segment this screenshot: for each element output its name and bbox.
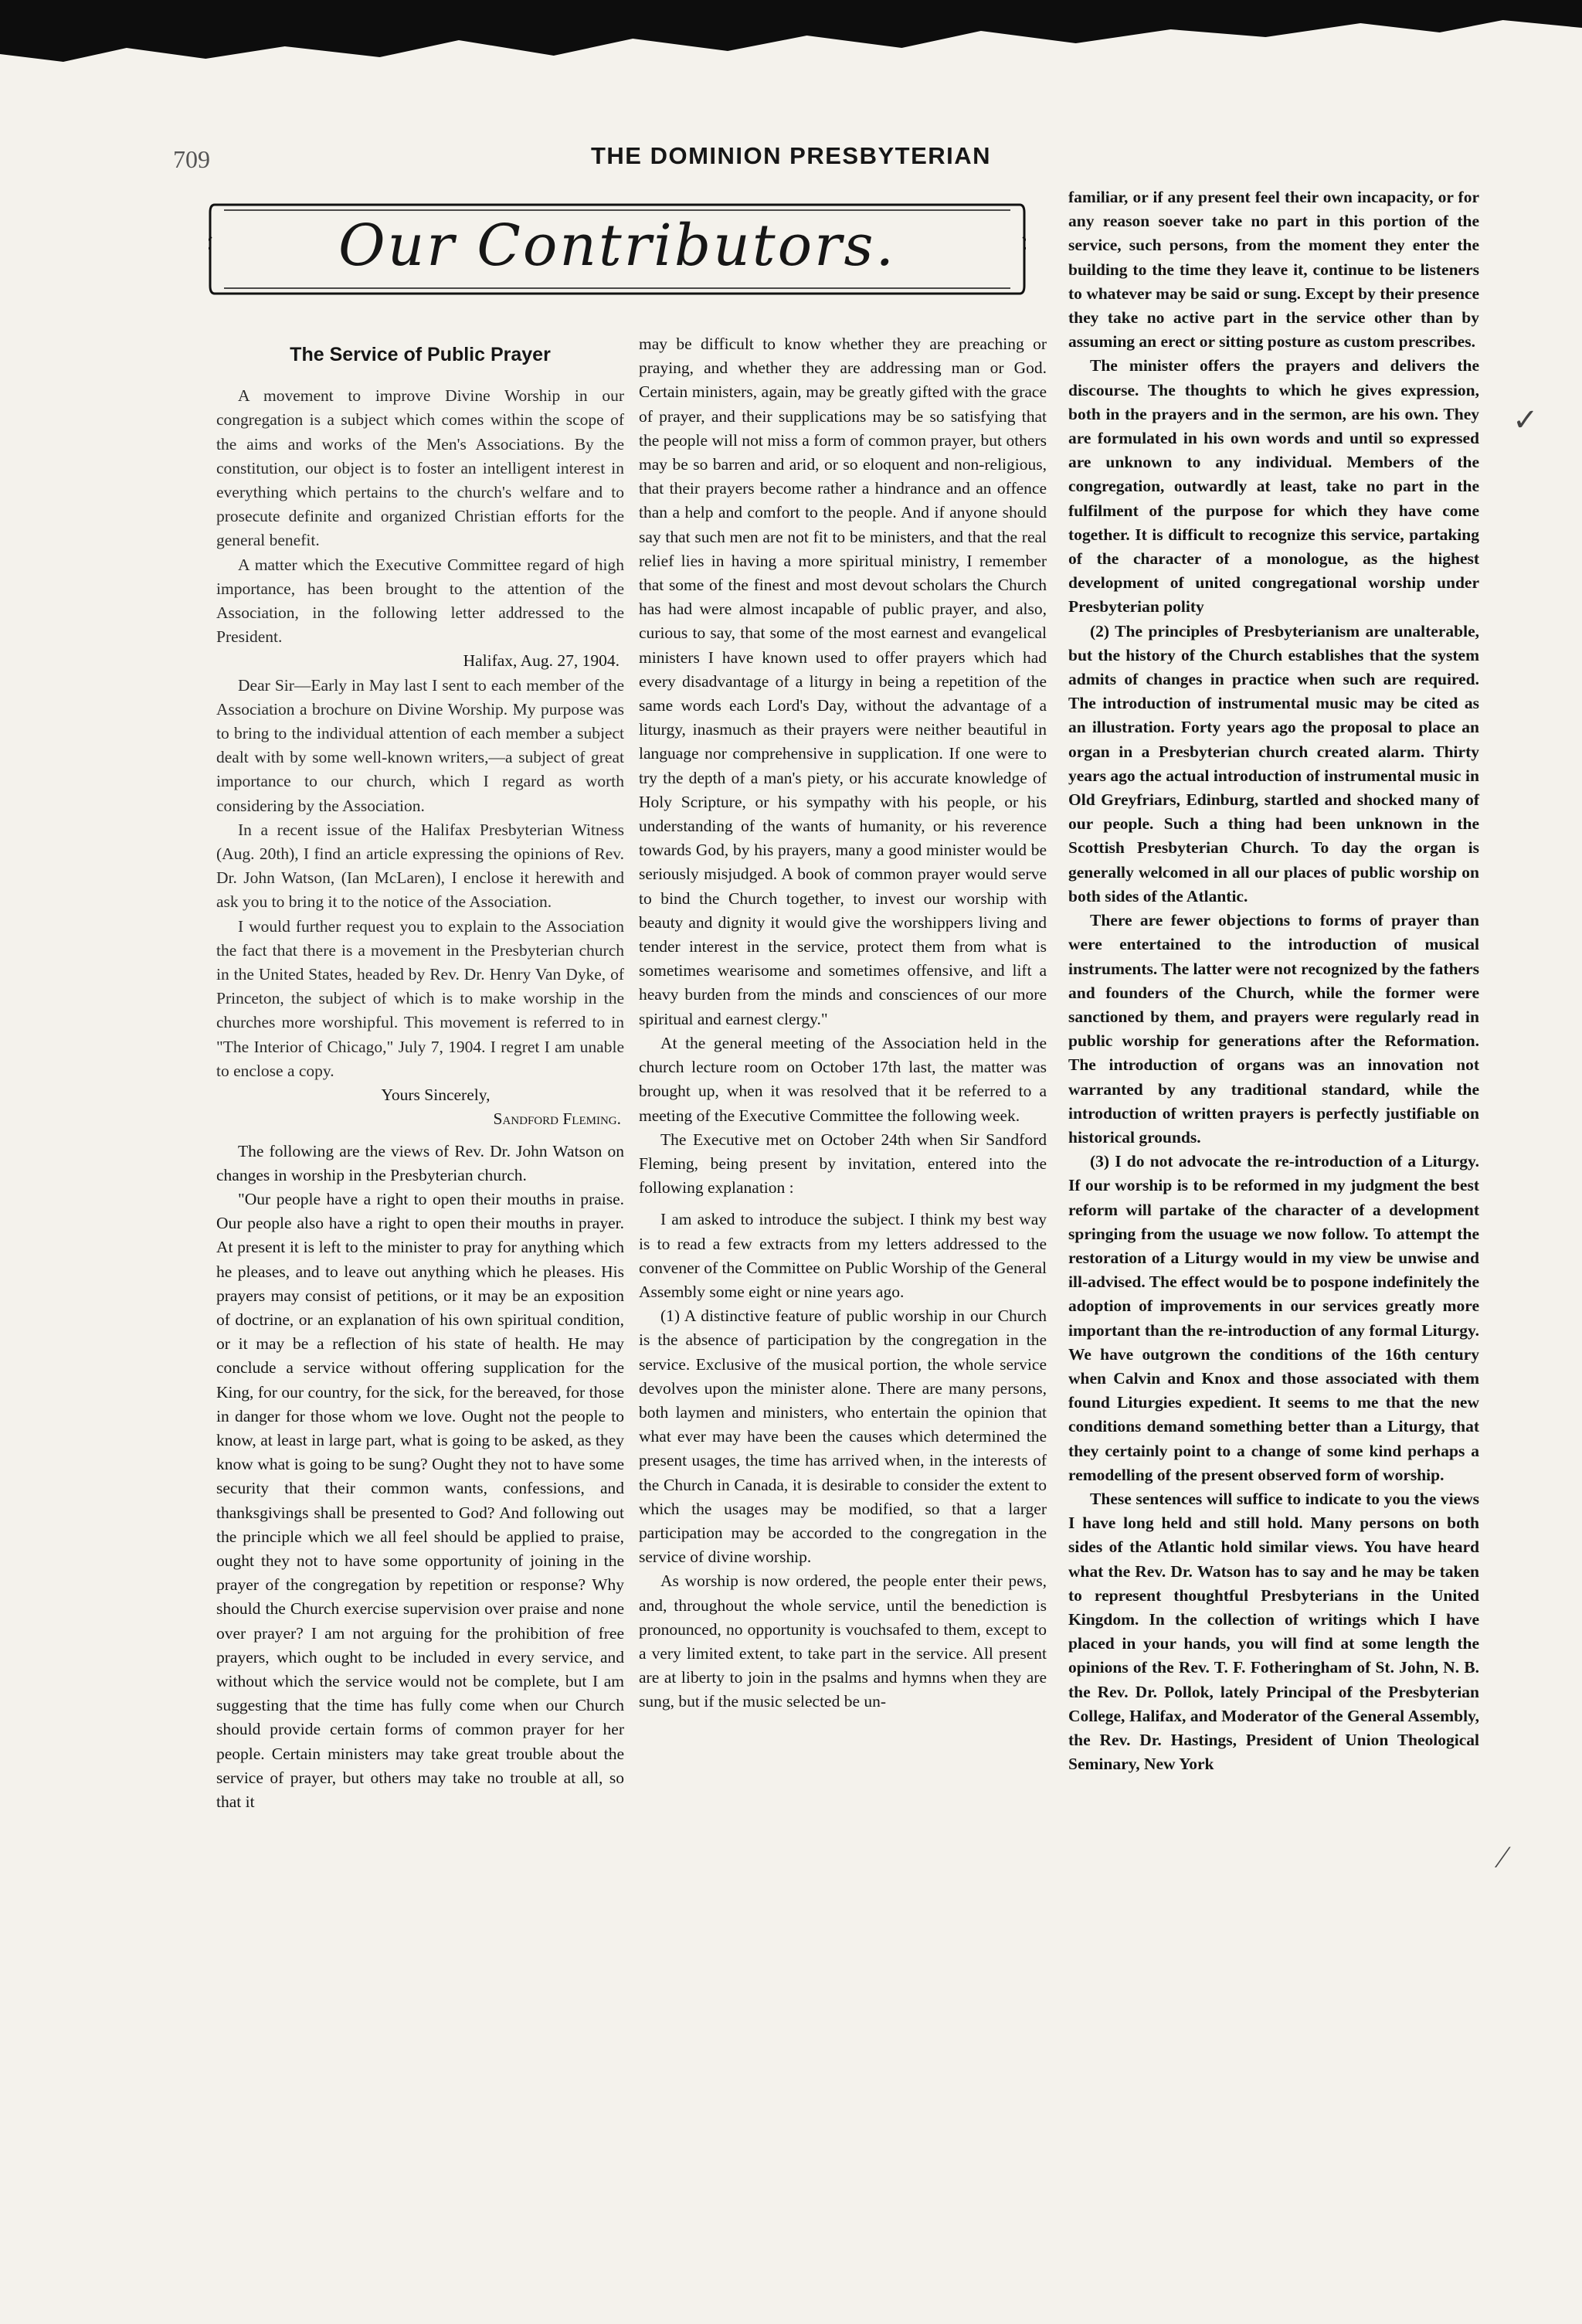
page-number: 709: [173, 145, 210, 173]
paragraph: A matter which the Executive Committee regard of high importance, has been brought to the attention of the Association, in the following letter addressed to the President.: [216, 555, 624, 647]
paragraph: The following are the views of Rev. Dr. John Watson on changes in worship in the Presbyterian church.: [216, 1141, 624, 1184]
paragraph: (2) The principles of Presbyterianism are unalterable, but the history of the Church establishes that the system admits of changes in practice when such are required. The introduction of instrumental music may be cited as an illustration. Forty years ago the proposal to place an organ in a Presbyterian church created alarm. Thirty years ago the actual introduction of instrumental music in Old Greyfriars, Edinburg, startled and shocked many of our people. Such a thing had been unknown in the Scottish Presbyterian Church. To day the organ is generally welcomed in all our places of public worship on both sides of the Atlantic.: [1068, 621, 1479, 905]
column-1: [216, 340, 624, 1814]
margin-mark-icon: ⁄: [1500, 1840, 1506, 1874]
article-title: The Service of Public Prayer: [290, 344, 551, 365]
paragraph: (3) I do not advocate the re-introduction of a Liturgy. If our worship is to be reformed in my judgment the best reform will partake of the character of a development springing from the usuage we now follow. To attempt the restoration of a Liturgy would in my view be unwise and ill-advised. The effect would be to pospone indefinitely the adoption of improvements in our services greatly more important than the re-introduction of any formal Liturgy. We have outgrown the conditions of the 16th century when Calvin and Knox and those associated with them found Liturgies expedient. It seems to me that the new conditions demand something better than a Liturgy, that they certainly point to a change of some kind perhaps a remodelling of the present observed form of worship.: [1068, 1152, 1479, 1484]
dateline: Halifax, Aug. 27, 1904.: [463, 651, 620, 671]
paragraph: There are fewer objections to forms of prayer than were entertained to the introduction of musical instruments. The latter were not recognized by the fathers and founders of the Church, while the former were sanctioned by them, and prayers were regularly read in public worship for generations after the Reformation. The introduction of organs was an innovation not warranted by any traditional standard, while the introduction of written prayers is perfectly justifiable on historical grounds.: [1068, 911, 1479, 1147]
section-banner: [209, 189, 1026, 309]
paragraph: In a recent issue of the Halifax Presbyterian Witness (Aug. 20th), I find an article expressing the opinions of Rev. Dr. John Watson, (Ian McLaren), I enclose it herewith and ask you to bring it to the notice of the Association.: [216, 820, 624, 912]
section-title: Our Contributors.: [338, 212, 897, 279]
column-3: [1068, 185, 1479, 1776]
paragraph: may be difficult to know whether they are preaching or praying, and whether they are addressing man or God. Certain ministers, again, may be greatly gifted with the grace of prayer, and their supplications may be so satisfying that the people will not miss a form of common prayer, but others may be so barren and arid, or so eloquent and non-religious, that their prayers become rather a hindrance and an offence than a help and comfort to the people. And if anyone should say that such men are not fit to be ministers, and that the real relief lies in having a more spiritual ministry, I remember that some of the finest and most devout scholars the Church has had were almost incapable of public prayer, and also, curious to say, that some of the most earnest and evangelical ministers I have known used to offer prayers which had every disadvantage of a liturgy in being a repetition of the same words each Lord's Day, without the advantage of a liturgy, inasmuch as their prayers were neither beautiful in language nor comprehensive in supplication. If one were to try the depth of a man's piety, or his accurate knowledge of Holy Scripture, or his sympathy with his people, or his understanding of the wants of humanity, or his reverence towards God, by his prayers, many a good minister would be seriously misjudged. A book of common prayer would serve to bind the Church together, to invest our worship with beauty and dignity it would give the worshippers living and tender interest in the service, protect them from what is sometimes wearisome and sometimes offensive, and lift a heavy burden from the minds and consciences of our more spiritual and earnest clergy.": [639, 335, 1047, 1028]
paragraph: The minister offers the prayers and delivers the discourse. The thoughts to which he gives expression, both in the prayers and in the sermon, are his own. They are formulated in his own words and until so expressed are unknown to any individual. Members of the congregation, outwardly at least, take no part in the fulfilment of the purpose for which they have come together. It is difficult to recognize this service, partaking of the character of a monologue, as the highest development of united congregational worship under Presbyterian polity: [1068, 356, 1479, 617]
paragraph: "Our people have a right to open their mouths in praise. Our people also have a right to open their mouths in prayer. At present it is left to the minister to pray for anything which he pleases, and to leave out anything which he pleases. His prayers may consist of petitions, or it may be an exposition of doctrine, or an explanation of his own spiritual condition, or it may be a reflection of his state of health. He may conclude a service without offering supplication for the King, for our country, for the sick, for the bereaved, for those in danger for those whom we love. Ought not the people to know, at least in large part, what is going to be asked, as they know what is going to be sung? Ought they not to have some security that their common wants, confessions, and thanksgivings shall be presented to God? And following out the principle which we all feel should be applied to praise, ought they not to have some opportunity of joining in the prayer of the congregation by repetition or response? Why should the Church exercise supervision over praise and none over prayer? I am not arguing for the prohibition of free prayers, which ought to be included in every service, and without which the service would not be complete, but I am suggesting that the time has fully come when our Church should provide certain forms of common prayer for her people. Certain ministers may take great trouble about the service of prayer, but others may take no trouble at all, so that it: [216, 1189, 624, 1811]
paragraph: familiar, or if any present feel their own incapacity, or for any reason soever take no part in this portion of the service, such persons, from the moment they enter the building to the time they leave it, continue to be listeners to whatever may be said or sung. Except by their presence they take no active part in the service other than by assuming an erect or sitting posture as custom prescribes.: [1068, 188, 1479, 352]
paragraph: I would further request you to explain to the Association the fact that there is a movement in the Presbyterian church in the United States, headed by Rev. Dr. Henry Van Dyke, of Princeton, the subject of which is to make worship in the churches more worshipful. This movement is referred to in "The Interior of Chicago," July 7, 1904. I regret I am unable to enclose a copy.: [216, 916, 624, 1080]
letter-closing: Yours Sincerely,: [381, 1086, 491, 1105]
paragraph: These sentences will suffice to indicate to you the views I have long held and still hold. Many persons on both sides of the Atlantic hold similar views. You have heard what the Rev. Dr. Watson has to say and he may be taken to represent thoughtful Presbyterians in the United Kingdom. In the collection of writings which I have placed in your hands, you will find at some length the opinions of the Rev. T. F. Fotheringham of St. John, N. B. the Rev. Dr. Pollok, lately Principal of the Presbyterian College, Halifax, and Moderator of the General Assembly, the Rev. Dr. Hastings, President of Union Theological Seminary, New York: [1068, 1489, 1479, 1774]
torn-top-edge: [0, 0, 1582, 155]
paragraph: The Executive met on October 24th when Sir Sandford Fleming, being present by invitation, entered into the following explanation :: [639, 1130, 1047, 1198]
paragraph: A movement to improve Divine Worship in our congregation is a subject which comes within the scope of the aims and works of the Men's Associations. By the constitution, our object is to foster an intelligent interest in everything which pertains to the church's welfare and to prosecute definite and organized Christian efforts for the general benefit.: [216, 386, 624, 550]
paragraph: I am asked to introduce the subject. I think my best way is to read a few extracts from my letters addressed to the convener of the Committee on Public Worship of the General Assembly some eight or nine years ago.: [639, 1210, 1047, 1301]
paragraph: Dear Sir—Early in May last I sent to each member of the Association a brochure on Divine Worship. My purpose was to bring to the individual attention of each member a subject dealt with by some well-known writers,—a subject of great importance to our church, which I regard as worth considering by the Association.: [216, 675, 624, 815]
margin-mark-icon: ✓: [1512, 403, 1539, 437]
paragraph: At the general meeting of the Association held in the church lecture room on October 17th last, the matter was brought up, when it was resolved that it be referred to a meeting of the Executive Committee the following week.: [639, 1033, 1047, 1125]
signature: Sandford Fleming.: [493, 1109, 621, 1129]
paragraph: (1) A distinctive feature of public worship in our Church is the absence of participation by the congregation in the service. Exclusive of the musical portion, the whole service devolves upon the minister alone. There are many persons, both laymen and ministers, who entertain the opinion that what ever may have been the causes which determined the present usages, the time has arrived when, in the interests of the Church in Canada, it is desirable to consider the extent to which the usages may be modified, so that a larger participation may be accorded to the congregation in the service of divine worship.: [639, 1306, 1047, 1567]
column-2: [639, 332, 1047, 1714]
running-head: THE DOMINION PRESBYTERIAN: [590, 142, 992, 169]
paragraph: As worship is now ordered, the people enter their pews, and, throughout the whole service, until the benediction is pronounced, no opportunity is vouchsafed to them, except to a very limited extent, to take part in the service. All present are at liberty to join in the psalms and hymns when they are sung, but if the music selected be un-: [639, 1571, 1047, 1711]
